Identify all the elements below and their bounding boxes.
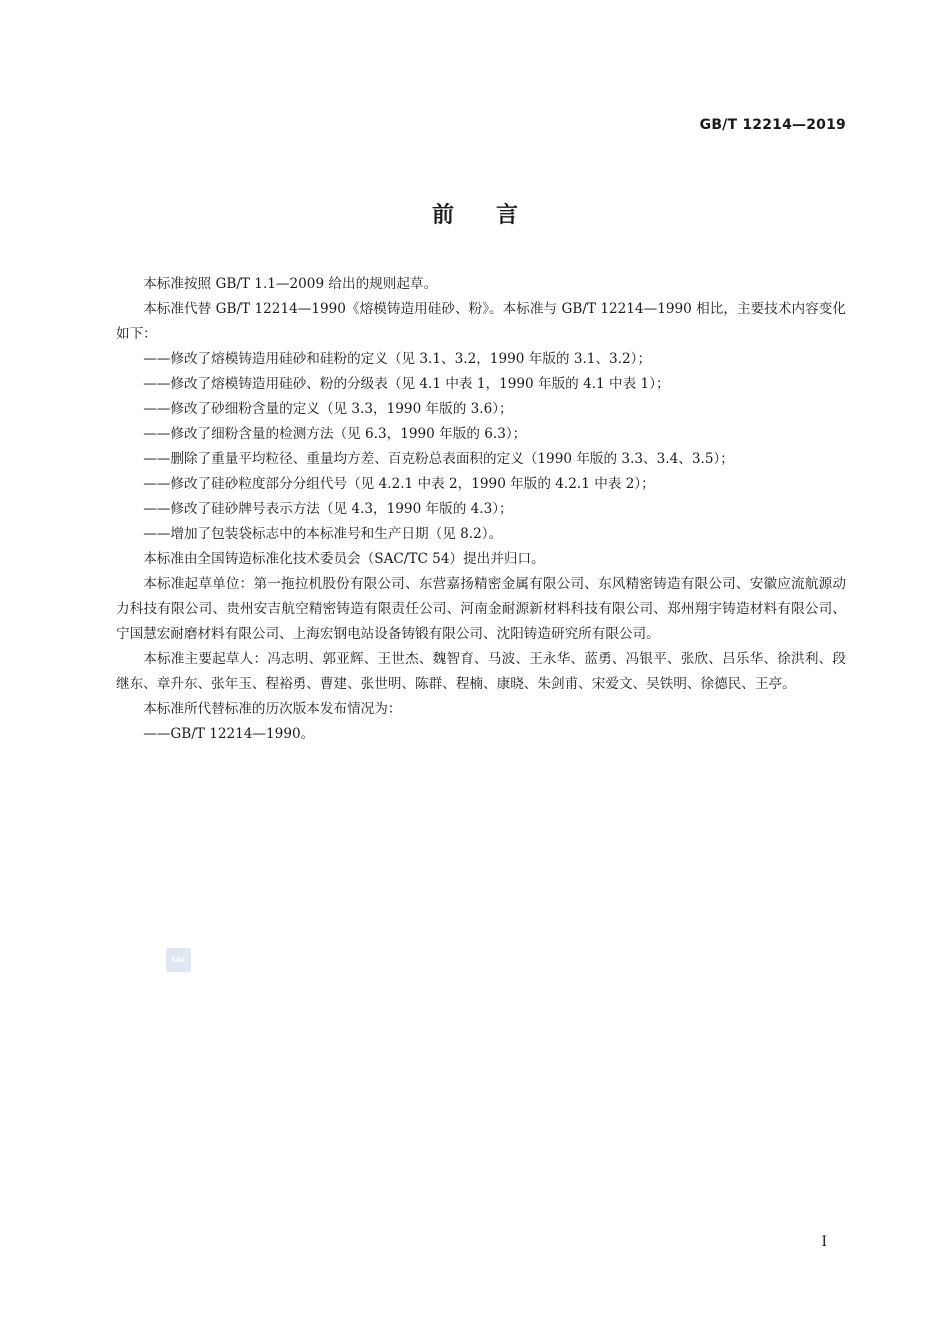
page-title: 前言 [431,203,560,228]
sac-watermark-logo [166,948,191,972]
change-item: ——增加了包装袋标志中的本标准号和生产日期（见 8.2）。 [143,526,503,542]
paragraph-drafters: 本标准主要起草人：冯志明、郭亚辉、王世杰、魏智育、马波、王永华、蓝勇、冯银平、张欣、吕乐华、徐洪利、段继东、章升东、张年玉、程裕勇、曹建、张世明、陈群、程楠、康晓、朱剑甫、宋爱文、吴铁明、徐德民、王亭。 [116,651,846,692]
paragraph-replacement: 本标准代替 GB/T 12214—1990《熔模铸造用硅砂、粉》。本标准与 GB/T 12214—1990 相比，主要技术内容变化如下： [116,301,846,342]
standard-number: GB/T 12214—2019 [699,117,846,133]
change-item: ——修改了熔模铸造用硅砂、粉的分级表（见 4.1 中表 1，1990 年版的 4.1 中表 1）； [143,376,670,392]
change-item: ——修改了砂细粉含量的定义（见 3.3，1990 年版的 3.6）； [143,401,513,417]
paragraph-proposer: 本标准由全国铸造标准化技术委员会（SAC/TC 54）提出并归口。 [143,551,545,567]
change-item: ——删除了重量平均粒径、重量均方差、百克粉总表面积的定义（1990 年版的 3.3、3.4、3.5）； [143,451,734,467]
paragraph-drafting-rules: 本标准按照 GB/T 1.1—2009 给出的规则起草。 [143,276,438,292]
change-item: ——修改了硅砂粒度部分分组代号（见 4.2.1 中表 2，1990 年版的 4.2.1 中表 2）； [143,476,655,492]
paragraph-history-intro: 本标准所代替标准的历次版本发布情况为： [143,701,402,717]
foreword-body [116,272,846,747]
sac-logo-text: SAC [170,956,187,964]
change-item: ——修改了细粉含量的检测方法（见 6.3，1990 年版的 6.3）； [143,426,527,442]
history-item: ——GB/T 12214—1990。 [143,726,315,742]
paragraph-drafting-units: 本标准起草单位：第一拖拉机股份有限公司、东营嘉扬精密金属有限公司、东风精密铸造有限公司、安徽应流航源动力科技有限公司、贵州安吉航空精密铸造有限责任公司、河南金耐源新材料科技有限公司、郑州翔宇铸造材料有限公司、宁国慧宏耐磨材料有限公司、上海宏钢电站设备铸锻有限公司、沈阳铸造研究所有限公司。 [116,576,846,642]
page-number: I [821,1234,827,1250]
change-item: ——修改了硅砂牌号表示方法（见 4.3，1990 年版的 4.3）； [143,501,513,517]
change-item: ——修改了熔模铸造用硅砂和硅粉的定义（见 3.1、3.2，1990 年版的 3.1、3.2）； [143,351,652,367]
